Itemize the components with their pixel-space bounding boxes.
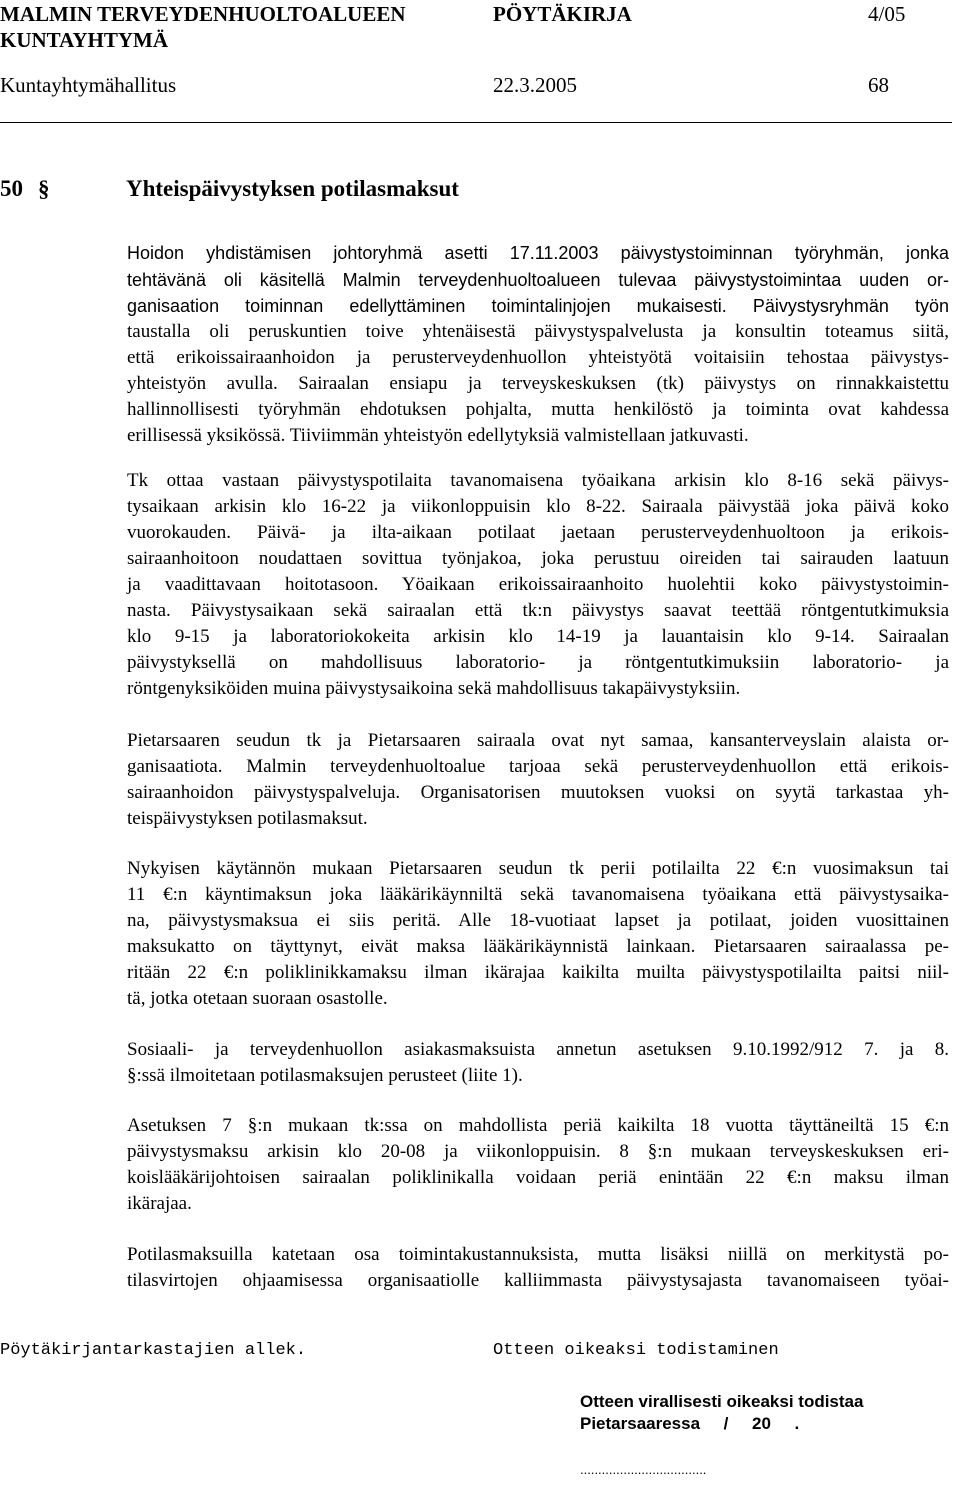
- section-number: 50: [0, 176, 23, 201]
- organization-name-line2: KUNTAYHTYMÄ: [0, 28, 169, 52]
- paragraph-line: röntgenyksiköiden muina päivystysaikoina sekä mahdollisuus takapäivystyksiin.: [127, 678, 741, 699]
- paragraph-line: 11 €:n käyntimaksun joka lääkärikäynniltä sekä tavanomaisena työaikana että päivystysaika-: [127, 884, 949, 905]
- paragraph-2: [127, 468, 949, 702]
- paragraph-line: että erikoissairaanhoidon ja perusterveydenhuollon yhteistyötä voitaisiin tehostaa päivystys-: [127, 347, 949, 368]
- official-certification-text: Otteen virallisesti oikeaksi todistaa: [580, 1392, 864, 1411]
- paragraph-line-text: Hoidon yhdistämisen johtoryhmä asetti 17.11.2003 päivystystoiminnan työryhmän, jonka: [127, 243, 949, 263]
- paragraph-1: [127, 240, 949, 449]
- paragraph-line: yhteistyön avulla. Sairaalan ensiapu ja terveyskeskuksen (tk) päivystys on rinnakkaistettu: [127, 373, 949, 394]
- paragraph-line: na, päivystysmaksua ei siis peritä. Alle 18-vuotiaat lapset ja potilaat, joiden vuosittainen: [127, 910, 949, 931]
- paragraph-line: ikärajaa.: [127, 1193, 192, 1214]
- document-type: PÖYTÄKIRJA: [493, 2, 632, 26]
- paragraph-line: koislääkärijohtoisen sairaalan poliklinikalla voidaan periä enintään 22 €:n maksu ilman: [127, 1167, 949, 1188]
- section-sign: §: [38, 176, 50, 201]
- paragraph-line: §:ssä ilmoitetaan potilasmaksujen perusteet (liite 1).: [127, 1065, 523, 1086]
- paragraph-line: ganisaation toiminnan edellyttäminen toimintalinjojen mukaisesti. Päivystysryhmän työn: [127, 296, 949, 316]
- header-divider: [0, 122, 952, 123]
- document-number: 4/05: [868, 2, 906, 26]
- paragraph-line: tysaikaan arkisin klo 16-22 ja viikonloppuisin klo 8-22. Sairaala päivystää joka päivä koko: [127, 496, 949, 517]
- paragraph-3: [127, 728, 949, 832]
- section-heading: [0, 176, 459, 202]
- paragraph-line: Potilasmaksuilla katetaan osa toimintakustannuksista, mutta lisäksi niillä on merkitystä po-: [127, 1244, 949, 1265]
- governing-body: Kuntayhtymähallitus: [0, 73, 177, 97]
- paragraph-line: Asetuksen 7 §:n mukaan tk:ssa on mahdollista periä kaikilta 18 vuotta täyttäneiltä 15 €:n: [127, 1115, 949, 1136]
- paragraph-line: ritään 22 €:n poliklinikkamaksu ilman ikärajaa kaikilta muilta päivystyspotilailta paitsi niil-: [127, 962, 949, 983]
- paragraph-line: [127, 240, 949, 267]
- paragraph-line: päivystysmaksu arkisin klo 20-08 ja viikonloppuisin. 8 §:n mukaan terveyskeskuksen eri-: [127, 1141, 949, 1162]
- certification-place-date: Pietarsaaressa / 20 .: [580, 1414, 800, 1433]
- paragraph-line: klo 9-15 ja laboratoriokokeita arkisin klo 14-19 ja lauantaisin klo 9-14. Sairaalan: [127, 626, 949, 647]
- paragraph-line: nasta. Päivystysaikaan sekä sairaalan että tk:n päivystys saavat teettää röntgentutkimuksia: [127, 600, 949, 621]
- paragraph-line: ganisaatiota. Malmin terveydenhuoltoalue tarjoaa sekä perusterveydenhuollon että erikois-: [127, 756, 949, 777]
- paragraph-line: hallinnollisesti työryhmän ehdotuksen pohjalta, mutta henkilöstö ja toiminta ovat kahdessa: [127, 399, 949, 420]
- paragraph-line: maksukatto on täyttynyt, eivät maksa lääkärikäynnistä lainkaan. Pietarsaaren sairaalassa pe-: [127, 936, 949, 957]
- paragraph-line: sairaanhoidon päivystyspalveluja. Organisatorisen muutoksen vuoksi on syytä tarkastaa yh-: [127, 782, 949, 803]
- paragraph-line: vuorokauden. Päivä- ja ilta-aikaan potilaat jaetaan perusterveydenhuoltoon ja erikois-: [127, 522, 949, 543]
- paragraph-6: [127, 1113, 949, 1217]
- paragraph-line: sairaanhoitoon noudattaen sovittua työnjakoa, joka perustuu oireiden tai sairauden laatuun: [127, 548, 949, 569]
- paragraph-line: tehtävänä oli käsitellä Malmin terveydenhuoltoalueen tulevaa päivystystoimintaa uuden or-: [127, 270, 949, 290]
- paragraph-line: taustalla oli peruskuntien toive yhtenäisestä päivystyspalvelusta ja konsultin toteamus siitä,: [127, 321, 949, 342]
- page-number: 68: [868, 73, 889, 97]
- paragraph-line: tilasvirtojen ohjaamisessa organisaatiolle kalliimmasta päivystysajasta tavanomaiseen työai-: [127, 1270, 949, 1291]
- organization-name: MALMIN TERVEYDENHUOLTOALUEEN: [0, 2, 406, 26]
- paragraph-4: [127, 856, 949, 1012]
- paragraph-line: Tk ottaa vastaan päivystyspotilaita tavanomaisena työaikana arkisin klo 8-16 sekä päivys-: [127, 470, 949, 491]
- paragraph-line: Sosiaali- ja terveydenhuollon asiakasmaksuista annetun asetuksen 9.10.1992/912 7. ja 8.: [127, 1039, 949, 1060]
- paragraph-line: Pietarsaaren seudun tk ja Pietarsaaren sairaala ovat nyt samaa, kansanterveyslain alaista or-: [127, 730, 949, 751]
- paragraph-7: [127, 1242, 949, 1294]
- paragraph-line: päivystyksellä on mahdollisuus laboratorio- ja röntgentutkimuksiin laboratorio- ja: [127, 652, 949, 673]
- paragraph-line: erillisessä yksikössä. Tiiviimmän yhteistyön edellytyksiä valmistellaan jatkuvasti.: [127, 425, 749, 446]
- paragraph-line: Nykyisen käytännön mukaan Pietarsaaren seudun tk perii potilailta 22 €:n vuosimaksun tai: [127, 858, 949, 879]
- paragraph-line: teispäivystyksen potilasmaksut.: [127, 808, 368, 829]
- meeting-date: 22.3.2005: [493, 73, 577, 97]
- paragraph-5: [127, 1037, 949, 1089]
- paragraph-line: tä, jotka otetaan suoraan osastolle.: [127, 988, 388, 1009]
- minutes-checkers-signature-label: Pöytäkirjantarkastajien allek.: [0, 1341, 307, 1360]
- section-title: Yhteispäivystyksen potilasmaksut: [126, 176, 459, 201]
- paragraph-line: ja vaadittavaan hoitotasoon. Yöaikaan erikoissairaanhoito huolehtii koko päivystystoimin-: [127, 574, 949, 595]
- signature-line: ...................................: [580, 1462, 707, 1477]
- certification-label: Otteen oikeaksi todistaminen: [493, 1341, 779, 1360]
